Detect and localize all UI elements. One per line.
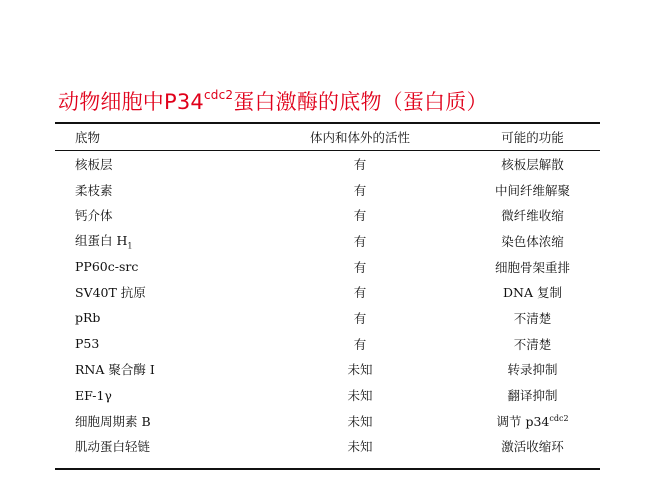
cell-activity: 未知 [347,439,373,455]
cell-activity: 有 [353,233,367,249]
cell-function: 细胞骨架重排 [494,259,570,275]
cell-substrate-subscript: 1 [127,241,133,251]
table-row [55,202,600,228]
cell-substrate: P53 [75,336,100,352]
cell-substrate: 肌动蛋白轻链 [75,439,151,455]
cell-activity: 有 [353,208,367,224]
cell-function: 微纤维收缩 [501,208,564,224]
substrate-table [55,122,600,459]
cell-activity: 未知 [347,388,373,404]
cell-substrate [55,231,255,251]
table-row [55,228,600,254]
cell-function: 不清楚 [513,336,552,352]
cell-substrate: SV40T 抗原 [75,285,146,301]
cell-activity: 有 [353,285,367,301]
title-superscript: cdc2 [204,88,234,102]
cell-function-superscript: cdc2 [549,413,569,423]
cell-activity: 未知 [347,362,373,378]
table-row [55,408,600,434]
table-row [55,279,600,305]
table-bottom-rule [55,468,600,470]
cell-substrate: pRb [75,310,101,326]
cell-function: 不清楚 [513,310,552,326]
table-row [55,357,600,383]
cell-substrate-main: 组蛋白 H [75,233,128,249]
cell-function: 中间纤维解聚 [494,182,570,198]
cell-activity: 有 [353,156,367,172]
cell-function-main: 调节 p34 [496,413,550,429]
cell-function: 激活收缩环 [501,439,564,455]
table-row [55,331,600,357]
cell-activity: 未知 [347,413,373,429]
cell-activity: 有 [353,182,367,198]
cell-function: DNA 复制 [503,285,562,301]
cell-function: 染色体浓缩 [501,233,564,249]
cell-substrate: EF-1γ [75,387,112,403]
cell-function: 翻译抑制 [507,388,558,404]
table-row [55,382,600,408]
cell-substrate: 核板层 [75,156,113,172]
cell-activity: 有 [353,310,367,326]
cell-substrate: PP60c-src [75,259,139,275]
cell-activity: 有 [353,259,367,275]
cell-substrate: 钙介体 [75,208,113,224]
cell-function [465,412,600,430]
table-header-row [55,124,600,150]
cell-substrate: RNA 聚合酶 I [75,362,155,378]
header-activity: 体内和体外的活性 [309,130,410,145]
cell-function: 转录抑制 [507,362,558,378]
table-row [55,434,600,460]
cell-activity: 有 [353,336,367,352]
table-row [55,305,600,331]
table-row [55,254,600,280]
title-prefix: 动物细胞中P34 [58,90,204,114]
header-function: 可能的功能 [501,130,564,145]
cell-function: 核板层解散 [501,156,564,172]
title-suffix: 蛋白激酶的底物（蛋白质） [233,90,488,114]
table-row [55,177,600,203]
header-substrate: 底物 [75,130,101,145]
cell-substrate: 柔枝素 [75,182,113,198]
slide-title [58,86,488,116]
table-row [55,151,600,177]
cell-substrate: 细胞周期素 B [75,413,151,429]
